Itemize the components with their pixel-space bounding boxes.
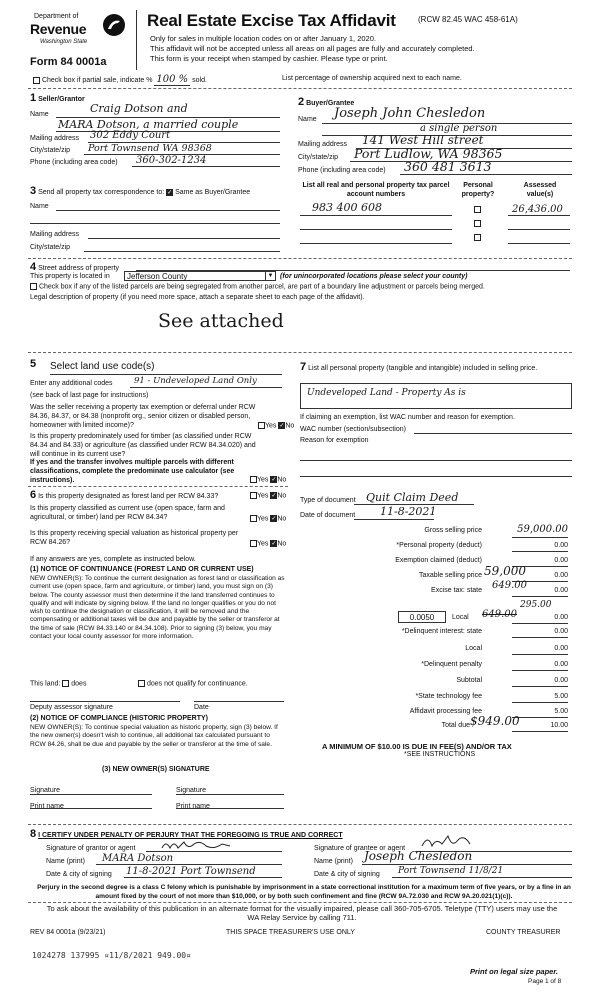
street-address-label: Street address of property [38, 265, 120, 272]
assessed-value-1[interactable]: 26,436.00 [512, 204, 563, 215]
see-instructions: *SEE INSTRUCTIONS [404, 751, 476, 758]
legal-description-value[interactable]: See attached [158, 310, 284, 332]
q1-no-checkbox[interactable]: ✓ [279, 423, 285, 429]
header-note2: This affidavit will not be accepted unless all areas on all pages are fully and accurately completed. [150, 44, 475, 53]
seller-heading: Seller/Grantor [38, 96, 85, 103]
buyer-mailing-label: Mailing address [298, 141, 348, 148]
exemption-reason-field-2[interactable] [300, 476, 572, 477]
personal-property-value: Undeveloped Land - Property As is [307, 388, 466, 398]
perjury-notice: Perjury in the second degree is a class C felony which is punishable by imprisonment in a state correctional institution for a maximum term of five years, or by a fine in an amount fixed by the court of not more than $10,000, or by both such confinement and fine (RCW 9A.72.030 and RCW 9A.20.021(1)(c)). [37, 884, 571, 900]
assessor-signature-label: Deputy assessor signature [30, 704, 113, 711]
buyer-city[interactable]: Port Ludlow, WA 98365 [354, 146, 503, 161]
notice1-text: NEW OWNER(S): To continue the current designation as forest land or classification as current use (open space, farm and agriculture, or timber) land, you must sign on (3) below. The county assessor must then determine if the land transferred continues to qualify and will indicate by signing below. If the land no longer qualifies or you do not wish to continue the designation or classification, it will be removed and the compensating or additional taxes will be due and payable by the seller or transferor at the time of sale (RCW 84.33.140 or 84.34.108). Prior to signing (3) below, you may contact your local county assessor for more information. [30, 575, 285, 641]
wac-number-label: WAC number (section/subsection) [300, 426, 406, 433]
personal-property-box[interactable] [300, 383, 572, 409]
buyer-phone-label: Phone (including area code) [298, 167, 386, 174]
header-note3: This form is your receipt when stamped by cashier. Please type or print. [150, 54, 388, 63]
notice2-heading: (2) NOTICE OF COMPLIANCE (HISTORIC PROPERTY) [30, 715, 208, 722]
treasurer-space: THIS SPACE TREASURER'S USE ONLY [226, 929, 355, 936]
seller-mailing[interactable]: 302 Eddy Court [90, 130, 171, 141]
grantor-signature-image [160, 838, 240, 852]
form-statute: (RCW 82.45 WAC 458-61A) [418, 15, 518, 24]
subtotal-value[interactable]: 0.00 [512, 677, 568, 687]
corr-city-field[interactable] [84, 251, 280, 252]
new-owner-heading: (3) NEW OWNER(S) SIGNATURE [102, 766, 210, 773]
grantor-date-label: Date & city of signing [46, 871, 112, 878]
personal-property-checkbox-2[interactable] [474, 220, 481, 227]
grantee-name[interactable]: Joseph Chesledon [364, 849, 473, 863]
total-due-handwritten: $949.00 [470, 714, 520, 728]
current-use-yes-checkbox[interactable] [250, 515, 257, 522]
forest-no-checkbox[interactable]: ✓ [271, 493, 277, 499]
excise-state-value[interactable]: 0.00 [512, 587, 568, 597]
section-number-2: 2 [298, 96, 305, 108]
dept-line1: Department of [34, 13, 79, 20]
buyer-mailing[interactable]: 141 West Hill street [362, 133, 484, 147]
taxable-label: Taxable selling price [418, 572, 482, 579]
additional-codes-label: Enter any additional codes [30, 380, 113, 387]
grantor-name-label: Name (print) [46, 858, 85, 865]
new-owner-print-name-1: Print name [30, 803, 64, 810]
exemption-reason-field[interactable] [300, 460, 572, 461]
county-select[interactable] [124, 271, 276, 281]
taxable-handwritten: 59,000 [484, 564, 526, 578]
excise-state-label: Excise tax: state [431, 587, 482, 594]
grantee-name-label: Name (print) [314, 858, 353, 865]
land-use-select-label: Select land use code(s) [50, 361, 155, 372]
subtotal-label: Subtotal [456, 677, 482, 684]
additional-codes-value[interactable]: 91 - Undeveloped Land Only [134, 376, 257, 386]
parcel-number-1[interactable]: 983 400 608 [312, 201, 382, 214]
grantor-date[interactable]: 11-8-2021 Port Townsend [126, 866, 256, 877]
seller-name2[interactable]: MARA Dotson, a married couple [58, 118, 239, 131]
corr-name-field-2[interactable] [30, 223, 280, 224]
parcels-col1: List all real and personal property tax parcel account numbers [302, 182, 450, 198]
seller-name-label: Name [30, 111, 49, 118]
current-use-no-label: No [277, 515, 287, 523]
form-number: Form 84 0001a [30, 56, 107, 68]
q1-yes-label: Yes [265, 422, 277, 430]
grantor-signature-label: Signature of grantor or agent [46, 845, 136, 852]
section-number-5: 5 [30, 358, 37, 370]
partial-sale-checkbox[interactable] [33, 77, 40, 84]
dor-logo [30, 11, 130, 51]
doc-date-label: Date of document [300, 512, 356, 519]
land-does-not-checkbox[interactable] [138, 680, 145, 687]
current-use-no-checkbox[interactable]: ✓ [271, 516, 277, 522]
section-number-7: 7 [300, 361, 307, 373]
penalty-value[interactable]: 0.00 [512, 661, 568, 671]
q2-no-checkbox[interactable]: ✓ [271, 477, 277, 483]
same-as-buyer-label: Same as Buyer/Grantee [175, 189, 251, 196]
historic-no-checkbox[interactable]: ✓ [271, 541, 277, 547]
this-land-label: This land: [30, 680, 61, 688]
local-rate-value: 0.0050 [409, 613, 435, 622]
answer-note: If any answers are yes, complete as instructed below. [30, 556, 196, 563]
delinquent-local-label: Local [465, 645, 482, 652]
dept-line3: Washington State [40, 39, 88, 45]
county-note: (for unincorporated locations please select your county) [280, 273, 468, 280]
corr-mailing-field[interactable] [88, 238, 280, 239]
total-due-value[interactable]: 10.00 [512, 722, 568, 732]
q1-yes-checkbox[interactable] [258, 422, 265, 429]
historic-question: Is this property receiving special valuation as historical property per RCW 84.26? [30, 530, 239, 546]
q2-no-label: No [277, 476, 287, 484]
predominate-use-note: If yes and the transfer involves multiple parcels with different classifications, complete the predominate use calculator (see instructions). [30, 459, 235, 484]
assessor-date-label: Date [194, 704, 209, 711]
penalty-label: *Delinquent penalty [421, 661, 482, 668]
partial-label-a: Check box if partial sale, indicate % [41, 77, 153, 84]
parcels-col2: Personal property? [461, 182, 495, 198]
grantee-date-label: Date & city of signing [314, 871, 380, 878]
corr-city-label: City/state/zip [30, 244, 71, 251]
correspondence-heading: Send all property tax correspondence to: [38, 189, 165, 196]
excise-state-handwritten: 649.00 [492, 580, 527, 591]
delinquent-state-label: *Delinquent interest: state [401, 628, 482, 635]
historic-no-label: No [277, 540, 287, 548]
delinquent-local-value[interactable]: 0.00 [512, 645, 568, 655]
gross-value[interactable]: 59,000.00 [512, 524, 568, 538]
certify-heading: I CERTIFY UNDER PENALTY OF PERJURY THAT THE FOREGOING IS TRUE AND CORRECT [38, 832, 343, 839]
delinquent-state-value[interactable]: 0.00 [512, 628, 568, 638]
personal-deduct-label: *Personal property (deduct) [396, 542, 482, 549]
section-number-4: 4 [30, 261, 37, 273]
new-owner-print-name-2: Print name [176, 803, 210, 810]
exemption-deduct-value[interactable]: 0.00 [512, 557, 568, 567]
partial-percent[interactable]: 100 % [156, 74, 189, 85]
doc-type-label: Type of document [300, 497, 356, 504]
personal-property-heading: List all personal property (tangible and intangible) included in selling price. [308, 365, 538, 372]
segregate-label: Check box if any of the listed parcels are being segregated from another parcel, are part of a boundary line adjustment or parcels being merged. [38, 283, 485, 291]
see-back-note: (see back of last page for instructions) [30, 392, 149, 399]
new-owner-signature-label-2: Signature [176, 787, 206, 794]
personal-property-checkbox-1[interactable] [474, 206, 481, 213]
located-label: This property is located in [30, 273, 110, 280]
section-number-6: 6 [30, 489, 37, 501]
forest-yes-label: Yes [257, 492, 269, 500]
section-number-3: 3 [30, 185, 37, 197]
chevron-down-icon[interactable]: ▼ [265, 272, 275, 281]
wac-number-field[interactable] [414, 433, 572, 434]
historic-yes-label: Yes [257, 540, 269, 548]
historic-yes-checkbox[interactable] [250, 540, 257, 547]
q2-yes-label: Yes [257, 476, 269, 484]
seller-phone[interactable]: 360-302-1234 [136, 155, 207, 166]
buyer-heading: Buyer/Grantee [306, 100, 355, 107]
land-does-label: does [71, 680, 87, 688]
forest-no-label: No [277, 492, 287, 500]
treasurer-stamp: 1024278 137995 ¤11/8/2021 949.00¤ [32, 951, 191, 960]
form-title: Real Estate Excise Tax Affidavit [147, 11, 396, 30]
seller-mailing-label: Mailing address [30, 135, 80, 142]
local-rate-box [398, 611, 446, 623]
seller-phone-label: Phone (including area code) [30, 159, 118, 166]
local-handwritten-new: 295.00 [520, 600, 552, 610]
buyer-phone[interactable]: 360 481 3613 [404, 159, 492, 174]
current-use-question: Is this property classified as current use (open space, farm and agricultural, or timber) land per RCW 84.34? [30, 505, 225, 521]
section-number-1: 1 [30, 92, 37, 104]
buyer-name1[interactable]: Joseph John Chesledon [334, 106, 486, 121]
county-treasurer: COUNTY TREASURER [486, 929, 561, 936]
exemption-reason-label: Reason for exemption [300, 437, 369, 444]
seller-city[interactable]: Port Townsend WA 98368 [88, 143, 212, 154]
land-does-checkbox[interactable] [62, 680, 69, 687]
q2-yes-checkbox[interactable] [250, 476, 257, 483]
corr-mailing-label: Mailing address [30, 231, 80, 238]
exemption-claim-label: If claiming an exemption, list WAC number and reason for exemption. [300, 414, 515, 421]
tech-fee-value[interactable]: 5.00 [512, 693, 568, 703]
dor-logo-icon [102, 13, 126, 37]
page-number: Page 1 of 8 [528, 978, 562, 985]
local-value[interactable]: 0.00 [512, 614, 568, 624]
new-owner-signature-label-1: Signature [30, 787, 60, 794]
rev-number: REV 84 0001a (9/23/21) [30, 929, 106, 936]
segregate-checkbox[interactable] [30, 283, 37, 290]
personal-property-checkbox-3[interactable] [474, 234, 481, 241]
corr-name-label: Name [30, 203, 49, 210]
grantee-date[interactable]: Port Townsend 11/8/21 [398, 866, 504, 876]
total-due-label: Total due [441, 722, 470, 729]
doc-date-value[interactable]: 11-8-2021 [380, 505, 437, 518]
local-label: Local [452, 614, 469, 621]
forest-yes-checkbox[interactable] [250, 492, 257, 499]
timber-question: Is this property predominately used for timber (as classified under RCW 84.34 and 84.33) or agriculture (as classified under RCW 84.34.020) and will continue in its current use? [30, 433, 256, 458]
partial-sale-row [33, 74, 207, 87]
header-note1: Only for sales in multiple location codes on or after January 1, 2020. [150, 34, 376, 43]
buyer-name-label: Name [298, 116, 317, 123]
grantor-name[interactable]: MARA Dotson [102, 853, 174, 864]
forest-question: Is this property designated as forest land per RCW 84.33? [38, 493, 219, 500]
grantee-signature-label: Signature of grantee or agent [314, 845, 406, 852]
dept-line2: Revenue [30, 21, 87, 37]
notice1-heading: (1) NOTICE OF CONTINUANCE (FOREST LAND OR CURRENT USE) [30, 566, 254, 573]
buyer-name2[interactable]: a single person [420, 123, 498, 134]
taxable-value[interactable]: 0.00 [512, 572, 568, 582]
exemption-deduct-label: Exemption claimed (deduct) [395, 557, 482, 564]
gross-label: Gross selling price [424, 527, 482, 534]
legal-paper-note: Print on legal size paper. [470, 967, 558, 976]
county-select-value: Jefferson County [127, 272, 188, 281]
affidavit-fee-label: Affidavit processing fee [409, 708, 482, 715]
parcels-col3: Assessed value(s) [523, 182, 557, 198]
minimum-note: A MINIMUM OF $10.00 IS DUE IN FEE(S) AND/OR TAX [322, 742, 512, 751]
current-use-yes-label: Yes [257, 515, 269, 523]
legal-description-label: Legal description of property (if you need more space, attach a separate sheet to each page of the affidavit). [30, 294, 365, 301]
affidavit-fee-value[interactable]: 5.00 [512, 708, 568, 718]
seller-name1[interactable]: Craig Dotson and [90, 102, 188, 115]
section-number-8: 8 [30, 828, 37, 840]
tech-fee-label: *State technology fee [415, 693, 482, 700]
seller-city-label: City/state/zip [30, 147, 71, 154]
partial-label-b: sold. [192, 77, 207, 84]
q1-no-label: No [285, 422, 295, 430]
doc-type-value[interactable]: Quit Claim Deed [366, 491, 459, 504]
corr-name-field[interactable] [56, 210, 280, 211]
buyer-city-label: City/state/zip [298, 154, 339, 161]
ownership-note: List percentage of ownership acquired next to each name. [282, 75, 462, 82]
alt-format-notice: To ask about the availability of this publication in an alternate format for the visually impaired, please call 360-705-6705. Teletype (TTY) users may use the WA Relay Service by calling 711. [46, 904, 558, 923]
exemption-question: Was the seller receiving a property tax exemption or deferral under RCW 84.36, 84.37, or 84.38 (nonprofit org., senior citizen or disabled person, homeowner with limited income)? [30, 404, 256, 429]
land-use-select[interactable] [50, 361, 282, 375]
same-as-buyer-checkbox[interactable]: ✓ [167, 189, 173, 196]
land-does-not-label: does not qualify for continuance. [146, 680, 248, 688]
personal-deduct-value[interactable]: 0.00 [512, 542, 568, 552]
notice2-text: NEW OWNER(S): To continue special valuation as historic property, sign (3) below. If the new owner(s) doesn't wish to continue, all additional tax calculated pursuant to RCW 84.26, shall be due and payable by the seller or transferor at the time of sale. [30, 724, 278, 748]
local-handwritten-old: 649.00 [482, 609, 517, 620]
